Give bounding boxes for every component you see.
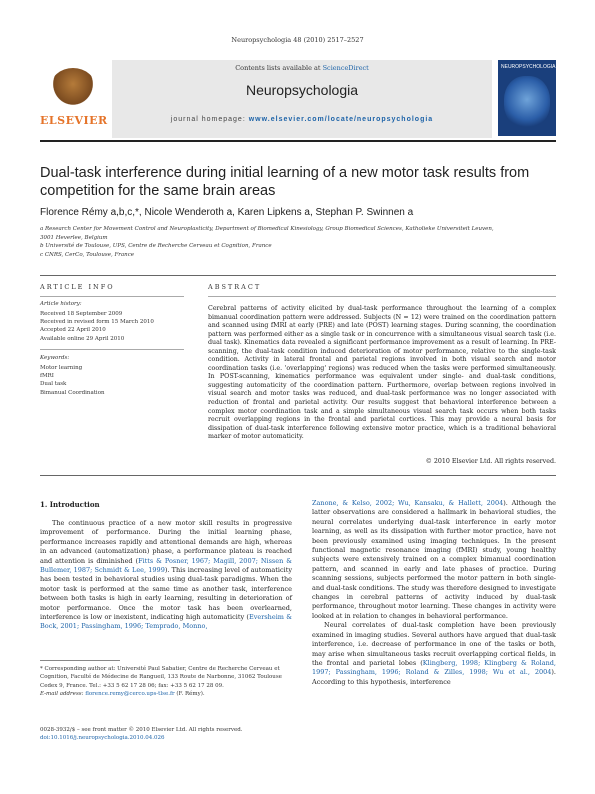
citation-link[interactable]: Eversheim & Bock, 2001; Passingham, 1996; Temprado, Monno, [40,613,292,631]
homepage-prefix: journal homepage: [170,116,246,123]
brain-image [504,76,550,128]
intro-left-column [40,519,292,632]
history-item: Received 18 September 2009 [40,311,123,317]
citation-link[interactable]: Fitts & Posner, 1967; Magill, 2007; Nissen & Bullemer, 1987; Schmidt & Lee, 1999 [40,556,293,575]
history-list [40,310,190,343]
affiliations [40,225,556,259]
section-heading: 1. Introduction [40,500,100,509]
keyword: Bimanual Coordination [40,389,105,396]
cover-title: NEUROPSYCHOLOGIA [501,64,556,70]
abstract-text: Cerebral patterns of activity elicited by dual-task performance throughout the learning of a complex bimanual coordination pattern were addressed. Subjects (N = 12) were trained on the coordination pattern and scanned using fMRI at early (PRE) and late (POST) learning stages. During scanning, the coordination pattern was performed either as a single task or in concurrence with a simultaneous visual search task (i.e. dual task). Kinematics data revealed a significant performance improvement as a result of learning. In PRE-scanning, the dual-task condition induced deterioration of motor performance, relative to the single-task condition. Activity in lateral frontal and parietal regions involved in both visual search and motor coordination tasks (i.e. 'overlapping' regions) was reduced when the tasks were performed simultaneously. In POST-scanning, kinematics performance was equivalent under single- and dual-task conditions, suggesting automaticity of the coordination pattern. Furthermore, overlap between regions involved in visual search and motor tasks was reduced, and dual-task performance was no longer associated with reduction of frontal and parietal activity. Our results suggest that behavioral interference between a complex motor coordination task and a simple simultaneous visual search task occurs when both tasks recruit overlapping regions in the frontal and parietal cortices. This may provide a neural basis for dissipation of dual-task interference following extensive motor practice, which is a traditional behavioral marker of motor automaticity. [208,305,556,441]
journal-cover[interactable] [498,60,556,136]
divider [40,660,120,661]
divider [40,296,184,297]
divider [40,349,184,350]
affiliation: a Research Center for Movement Control and Neuroplasticity, Department of Biomedical Kinesiology, Group Biomedical Sciences, Katholieke Universiteit Leuven, [40,226,494,232]
elsevier-logo-text: ELSEVIER [40,114,108,127]
corresponding-author-footnote [40,665,292,699]
history-label: Article history: [40,301,82,307]
citation-link[interactable]: Klingberg, 1998; Klingberg & Roland, 1997; Passingham, 1996; Roland & Zilles, 1998; Wu et al., 2004 [312,658,556,677]
affiliation: c CNRS, CerCo, Toulouse, France [40,251,135,258]
history-item: Received in revised form 15 March 2010 [40,319,154,326]
copyright: © 2010 Elsevier Ltd. All rights reserved. [425,458,556,465]
email-link[interactable]: florence.remy@cerco.ups-tlse.fr [85,691,175,698]
affiliation: b Université de Toulouse, UPS, Centre de Recherche Cerveau et Cognition, France [40,243,272,250]
homepage-link[interactable]: www.elsevier.com/locate/neuropsychologia [248,116,434,123]
keywords-label: Keywords: [40,355,70,361]
keywords-list [40,364,190,397]
doi-link[interactable]: doi:10.1016/j.neuropsychologia.2010.04.026 [40,735,165,742]
history-item: Available online 29 April 2010 [40,335,125,342]
article-title: Dual-task interference during initial learning of a new motor task results from competition for the same brain areas [40,165,530,199]
issn-line: 0028-3932/$ – see front matter © 2010 Elsevier Ltd. All rights reserved. [40,727,243,733]
elsevier-logo[interactable] [40,64,106,130]
tree-icon [50,68,96,108]
paragraph: Zanone, & Kelso, 2002; Wu, Kansaku, & Hallett, 2004). Although the latter observations are considered a hallmark in behavioral studies, the neural correlates underlying dual-task interference in early motor learning, as well as its dissipation with further motor practice, have not been previously examined using imaging techniques. In the present functional magnetic resonance imaging (fMRI) study, young healthy subjects were extensively trained on a complex bimanual coordination pattern, and scanned in early and late phases of practice. During scanning sessions, subjects performed the motor pattern in both single- and dual-task conditions. The study was therefore designed to investigate changes in cerebral patterns of activity induced by dual-task performance, throughout motor learning. These changes in activity were looked at in relation to changes in behavioral performance. [312,499,556,620]
keyword: Motor learning [40,365,83,371]
journal-title: Neuropsychologia [245,82,359,98]
divider [208,296,556,297]
divider [40,475,556,476]
citation-link[interactable]: Zanone, & Kelso, 2002; Wu, Kansaku, & Hallett, 2004 [312,499,504,507]
affiliation: 3001 Heverlee, Belgium [40,234,108,241]
contents-line [112,64,492,72]
sciencedirect-link[interactable]: ScienceDirect [322,64,369,72]
paragraph: Neural correlates of dual-task completion have been previously examined in imaging studies. Several authors have argued that dual-task interference, i.e. decrease of performance in one of the tasks or both, may arise when simultaneous tasks recruit overlapping cortical fields, in the frontal and parietal lobes (Klingberg, 1998; Klingberg & Roland, 1997; Passingham, 1996; Roland & Zilles, 1998; Wu et al., 2004). According to this hypothesis, interference [312,621,556,686]
keyword: Dual task [40,381,67,388]
contents-prefix: Contents lists available at [235,64,321,72]
authors: Florence Rémy a,b,c,*, Nicole Wenderoth a, Karen Lipkens a, Stephan P. Swinnen a [40,207,414,218]
running-head: Neuropsychologia 48 (2010) 2517–2527 [231,36,364,44]
bottom-info [40,726,292,743]
journal-homepage [112,116,492,123]
intro-right-column [312,499,556,687]
divider [40,275,556,276]
footnote-text: * Corresponding author at: Université Paul Sabatier, Centre de Recherche Cerveau et Cognition, Faculté de Médecine de Rangueil, 133 Route de Narbonne, 31062 Toulouse Cedex 9, France. Tel.: +33 5 62 17 28 06; fax: +33 5 62 17 28 09. [40,666,282,689]
abstract-heading: ABSTRACT [208,283,262,291]
email-line: E-mail address: florence.remy@cerco.ups-tlse.fr (F. Rémy). [40,691,205,698]
divider [40,140,556,142]
history-item: Accepted 22 April 2010 [40,327,106,334]
paragraph: The continuous practice of a new motor skill results in progressive improvement of performance. During the initial learning phase, performance increases rapidly and attentional demands are high, whereas in an advanced (automatization) phase, a performance plateau is reached and attention is diminished (Fitts & Posner, 1967; Magill, 2007; Nissen & Bullemer, 1987; Schmidt & Lee, 1999). This increasing level of automaticity has been tested in behavioral studies using dual-task paradigms. When the motor task is performed at the same time as another task, interference between both tasks is high in early learning, resulting in deterioration of motor performance. Once the motor task has been overlearned, interference is low or inexistent, indicating high automaticity (Eversheim & Bock, 2001; Passingham, 1996; Temprado, Monno, [40,519,293,631]
keyword: fMRI [40,373,54,380]
article-info-heading: ARTICLE INFO [40,283,115,291]
journal-banner [112,60,492,138]
